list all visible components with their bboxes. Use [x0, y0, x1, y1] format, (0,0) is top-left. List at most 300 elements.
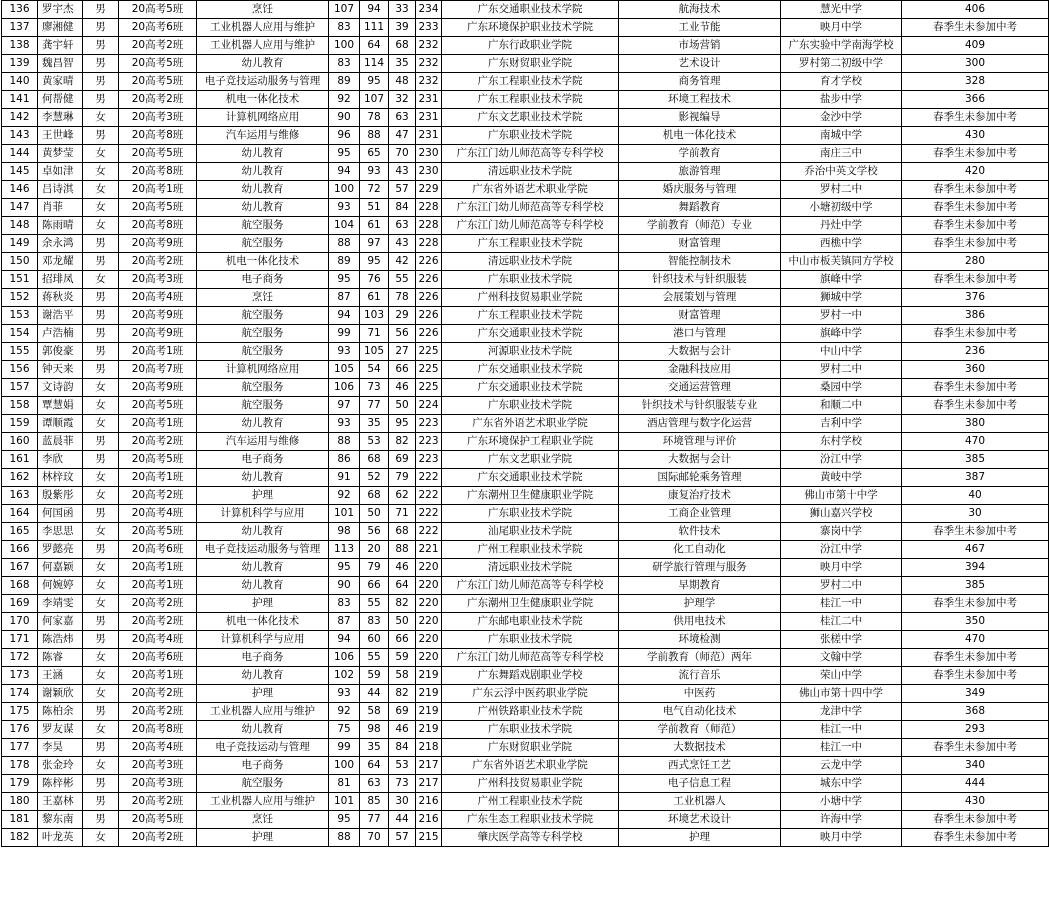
zhongkao-score-cell: 386 — [902, 307, 1049, 325]
score-2-cell: 53 — [360, 433, 389, 451]
gender-cell: 女 — [83, 523, 119, 541]
gender-cell: 男 — [83, 433, 119, 451]
score-1-cell: 92 — [329, 91, 360, 109]
major-cell: 电子商务 — [197, 757, 329, 775]
junior-high-school-cell: 丹灶中学 — [781, 217, 902, 235]
zhongkao-score-cell: 春季生未参加中考 — [902, 235, 1049, 253]
score-1-cell: 99 — [329, 739, 360, 757]
zhongkao-score-cell: 470 — [902, 631, 1049, 649]
table-row — [2, 523, 1049, 541]
class-cell: 20高考2班 — [119, 253, 197, 271]
score-1-cell: 96 — [329, 127, 360, 145]
table-row — [2, 145, 1049, 163]
student-name-cell: 李昊 — [38, 739, 83, 757]
score-1-cell: 81 — [329, 775, 360, 793]
score-2-cell: 79 — [360, 559, 389, 577]
junior-high-school-cell: 旗峰中学 — [781, 325, 902, 343]
table-body — [2, 1, 1049, 847]
student-name-cell: 邓龙耀 — [38, 253, 83, 271]
gender-cell: 女 — [83, 559, 119, 577]
admitted-program-cell: 工业机器人 — [619, 793, 781, 811]
table-row — [2, 271, 1049, 289]
zhongkao-score-cell: 300 — [902, 55, 1049, 73]
class-cell: 20高考2班 — [119, 685, 197, 703]
score-1-cell: 88 — [329, 829, 360, 847]
total-score-cell: 223 — [416, 451, 442, 469]
score-2-cell: 66 — [360, 577, 389, 595]
student-name-cell: 龚宇轩 — [38, 37, 83, 55]
junior-high-school-cell: 罗村一中 — [781, 307, 902, 325]
admitted-college-cell: 广东交通职业技术学院 — [442, 469, 619, 487]
admitted-program-cell: 港口与管理 — [619, 325, 781, 343]
score-3-cell: 29 — [389, 307, 416, 325]
score-2-cell: 60 — [360, 631, 389, 649]
student-name-cell: 罗友谋 — [38, 721, 83, 739]
class-cell: 20高考3班 — [119, 775, 197, 793]
total-score-cell: 226 — [416, 271, 442, 289]
score-3-cell: 68 — [389, 37, 416, 55]
row-number-cell: 140 — [2, 73, 38, 91]
major-cell: 机电一体化技术 — [197, 253, 329, 271]
score-2-cell: 105 — [360, 343, 389, 361]
admitted-college-cell: 广东邮电职业技术学院 — [442, 613, 619, 631]
major-cell: 烹饪 — [197, 1, 329, 19]
score-1-cell: 92 — [329, 487, 360, 505]
class-cell: 20高考6班 — [119, 19, 197, 37]
score-3-cell: 95 — [389, 415, 416, 433]
score-1-cell: 95 — [329, 811, 360, 829]
major-cell: 幼儿教育 — [197, 469, 329, 487]
student-name-cell: 殷紫彤 — [38, 487, 83, 505]
total-score-cell: 224 — [416, 397, 442, 415]
score-3-cell: 88 — [389, 541, 416, 559]
junior-high-school-cell: 狮城中学 — [781, 289, 902, 307]
zhongkao-score-cell: 春季生未参加中考 — [902, 649, 1049, 667]
class-cell: 20高考9班 — [119, 307, 197, 325]
score-2-cell: 94 — [360, 1, 389, 19]
student-name-cell: 王世峰 — [38, 127, 83, 145]
score-1-cell: 95 — [329, 271, 360, 289]
admitted-program-cell: 国际邮轮乘务管理 — [619, 469, 781, 487]
gender-cell: 女 — [83, 685, 119, 703]
admitted-program-cell: 环境艺术设计 — [619, 811, 781, 829]
class-cell: 20高考6班 — [119, 649, 197, 667]
student-name-cell: 文诗韵 — [38, 379, 83, 397]
score-1-cell: 86 — [329, 451, 360, 469]
junior-high-school-cell: 中山中学 — [781, 343, 902, 361]
row-number-cell: 149 — [2, 235, 38, 253]
score-3-cell: 44 — [389, 811, 416, 829]
gender-cell: 女 — [83, 163, 119, 181]
gender-cell: 男 — [83, 325, 119, 343]
admitted-program-cell: 会展策划与管理 — [619, 289, 781, 307]
junior-high-school-cell: 佛山市第十中学 — [781, 487, 902, 505]
score-1-cell: 105 — [329, 361, 360, 379]
total-score-cell: 220 — [416, 559, 442, 577]
class-cell: 20高考2班 — [119, 703, 197, 721]
row-number-cell: 141 — [2, 91, 38, 109]
admitted-college-cell: 广东舞蹈戏剧职业学校 — [442, 667, 619, 685]
major-cell: 航空服务 — [197, 235, 329, 253]
admitted-college-cell: 汕尾职业技术学院 — [442, 523, 619, 541]
admitted-program-cell: 护理学 — [619, 595, 781, 613]
major-cell: 航空服务 — [197, 775, 329, 793]
total-score-cell: 222 — [416, 487, 442, 505]
junior-high-school-cell: 龙津中学 — [781, 703, 902, 721]
gender-cell: 男 — [83, 73, 119, 91]
score-2-cell: 55 — [360, 649, 389, 667]
class-cell: 20高考2班 — [119, 487, 197, 505]
table-row — [2, 289, 1049, 307]
total-score-cell: 223 — [416, 433, 442, 451]
row-number-cell: 165 — [2, 523, 38, 541]
student-name-cell: 何国函 — [38, 505, 83, 523]
score-1-cell: 97 — [329, 397, 360, 415]
gender-cell: 男 — [83, 703, 119, 721]
major-cell: 工业机器人应用与维护 — [197, 703, 329, 721]
major-cell: 机电一体化技术 — [197, 613, 329, 631]
class-cell: 20高考4班 — [119, 739, 197, 757]
class-cell: 20高考1班 — [119, 343, 197, 361]
total-score-cell: 231 — [416, 127, 442, 145]
class-cell: 20高考1班 — [119, 559, 197, 577]
admitted-program-cell: 旅游管理 — [619, 163, 781, 181]
major-cell: 工业机器人应用与维护 — [197, 19, 329, 37]
gender-cell: 女 — [83, 487, 119, 505]
score-2-cell: 20 — [360, 541, 389, 559]
row-number-cell: 172 — [2, 649, 38, 667]
table-row — [2, 469, 1049, 487]
junior-high-school-cell: 西樵中学 — [781, 235, 902, 253]
junior-high-school-cell: 桂江一中 — [781, 595, 902, 613]
zhongkao-score-cell: 春季生未参加中考 — [902, 811, 1049, 829]
junior-high-school-cell: 云龙中学 — [781, 757, 902, 775]
score-2-cell: 52 — [360, 469, 389, 487]
row-number-cell: 154 — [2, 325, 38, 343]
gender-cell: 男 — [83, 127, 119, 145]
score-1-cell: 101 — [329, 505, 360, 523]
student-name-cell: 罗宇杰 — [38, 1, 83, 19]
zhongkao-score-cell: 380 — [902, 415, 1049, 433]
score-1-cell: 75 — [329, 721, 360, 739]
score-3-cell: 84 — [389, 739, 416, 757]
gender-cell: 男 — [83, 451, 119, 469]
admitted-program-cell: 西式烹饪工艺 — [619, 757, 781, 775]
table-row — [2, 433, 1049, 451]
table-row — [2, 37, 1049, 55]
class-cell: 20高考5班 — [119, 55, 197, 73]
gender-cell: 男 — [83, 289, 119, 307]
table-row — [2, 451, 1049, 469]
admitted-college-cell: 广东江门幼儿师范高等专科学校 — [442, 199, 619, 217]
admitted-college-cell: 广东文艺职业学院 — [442, 451, 619, 469]
score-3-cell: 53 — [389, 757, 416, 775]
student-name-cell: 廖湘健 — [38, 19, 83, 37]
class-cell: 20高考1班 — [119, 469, 197, 487]
table-row — [2, 199, 1049, 217]
admitted-program-cell: 影视编导 — [619, 109, 781, 127]
zhongkao-score-cell: 春季生未参加中考 — [902, 109, 1049, 127]
class-cell: 20高考4班 — [119, 631, 197, 649]
score-2-cell: 64 — [360, 757, 389, 775]
admitted-program-cell: 艺术设计 — [619, 55, 781, 73]
zhongkao-score-cell: 430 — [902, 793, 1049, 811]
admitted-program-cell: 大数据技术 — [619, 739, 781, 757]
zhongkao-score-cell: 368 — [902, 703, 1049, 721]
score-2-cell: 68 — [360, 487, 389, 505]
score-2-cell: 77 — [360, 811, 389, 829]
junior-high-school-cell: 罗村二中 — [781, 361, 902, 379]
student-name-cell: 卢浩楠 — [38, 325, 83, 343]
class-cell: 20高考1班 — [119, 667, 197, 685]
student-name-cell: 罗懿亮 — [38, 541, 83, 559]
junior-high-school-cell: 黄岐中学 — [781, 469, 902, 487]
score-2-cell: 64 — [360, 37, 389, 55]
score-1-cell: 88 — [329, 433, 360, 451]
admitted-college-cell: 广东江门幼儿师范高等专科学校 — [442, 217, 619, 235]
major-cell: 幼儿教育 — [197, 199, 329, 217]
admitted-program-cell: 护理 — [619, 829, 781, 847]
row-number-cell: 180 — [2, 793, 38, 811]
gender-cell: 女 — [83, 595, 119, 613]
junior-high-school-cell: 小塘初级中学 — [781, 199, 902, 217]
major-cell: 幼儿教育 — [197, 559, 329, 577]
major-cell: 烹饪 — [197, 289, 329, 307]
total-score-cell: 220 — [416, 649, 442, 667]
class-cell: 20高考6班 — [119, 541, 197, 559]
major-cell: 幼儿教育 — [197, 721, 329, 739]
row-number-cell: 144 — [2, 145, 38, 163]
score-3-cell: 66 — [389, 361, 416, 379]
class-cell: 20高考9班 — [119, 235, 197, 253]
admitted-college-cell: 广东生态工程职业技术学院 — [442, 811, 619, 829]
score-3-cell: 46 — [389, 379, 416, 397]
total-score-cell: 215 — [416, 829, 442, 847]
class-cell: 20高考8班 — [119, 217, 197, 235]
score-2-cell: 107 — [360, 91, 389, 109]
table-row — [2, 181, 1049, 199]
gender-cell: 男 — [83, 775, 119, 793]
admitted-college-cell: 清远职业技术学院 — [442, 163, 619, 181]
total-score-cell: 228 — [416, 235, 442, 253]
row-number-cell: 174 — [2, 685, 38, 703]
table-row — [2, 127, 1049, 145]
junior-high-school-cell: 城东中学 — [781, 775, 902, 793]
admitted-program-cell: 智能控制技术 — [619, 253, 781, 271]
class-cell: 20高考3班 — [119, 271, 197, 289]
admitted-program-cell: 电子信息工程 — [619, 775, 781, 793]
score-3-cell: 35 — [389, 55, 416, 73]
admitted-college-cell: 广东云浮中医药职业学院 — [442, 685, 619, 703]
score-2-cell: 35 — [360, 415, 389, 433]
admitted-program-cell: 学前教育（师范）专业 — [619, 217, 781, 235]
junior-high-school-cell: 佛山市第十四中学 — [781, 685, 902, 703]
table-row — [2, 91, 1049, 109]
zhongkao-score-cell: 467 — [902, 541, 1049, 559]
admitted-college-cell: 广东江门幼儿师范高等专科学校 — [442, 649, 619, 667]
gender-cell: 女 — [83, 181, 119, 199]
class-cell: 20高考4班 — [119, 289, 197, 307]
score-1-cell: 83 — [329, 55, 360, 73]
gender-cell: 女 — [83, 721, 119, 739]
major-cell: 电子商务 — [197, 451, 329, 469]
score-2-cell: 95 — [360, 73, 389, 91]
row-number-cell: 162 — [2, 469, 38, 487]
major-cell: 幼儿教育 — [197, 577, 329, 595]
junior-high-school-cell: 罗村二中 — [781, 181, 902, 199]
admitted-program-cell: 环境工程技术 — [619, 91, 781, 109]
class-cell: 20高考5班 — [119, 523, 197, 541]
major-cell: 电子商务 — [197, 649, 329, 667]
admitted-program-cell: 酒店管理与数字化运营 — [619, 415, 781, 433]
total-score-cell: 231 — [416, 109, 442, 127]
table-row — [2, 793, 1049, 811]
gender-cell: 女 — [83, 757, 119, 775]
score-3-cell: 63 — [389, 217, 416, 235]
row-number-cell: 167 — [2, 559, 38, 577]
table-row — [2, 505, 1049, 523]
student-name-cell: 陈梓彬 — [38, 775, 83, 793]
total-score-cell: 230 — [416, 145, 442, 163]
score-3-cell: 59 — [389, 649, 416, 667]
score-2-cell: 68 — [360, 451, 389, 469]
major-cell: 幼儿教育 — [197, 145, 329, 163]
total-score-cell: 225 — [416, 379, 442, 397]
score-1-cell: 100 — [329, 37, 360, 55]
table-row — [2, 217, 1049, 235]
zhongkao-score-cell: 春季生未参加中考 — [902, 595, 1049, 613]
junior-high-school-cell: 育才学校 — [781, 73, 902, 91]
gender-cell: 女 — [83, 109, 119, 127]
zhongkao-score-cell: 春季生未参加中考 — [902, 181, 1049, 199]
admitted-college-cell: 广东行政职业学院 — [442, 37, 619, 55]
class-cell: 20高考7班 — [119, 361, 197, 379]
table-row — [2, 307, 1049, 325]
score-3-cell: 70 — [389, 145, 416, 163]
score-1-cell: 88 — [329, 235, 360, 253]
zhongkao-score-cell: 40 — [902, 487, 1049, 505]
class-cell: 20高考2班 — [119, 433, 197, 451]
score-3-cell: 82 — [389, 595, 416, 613]
score-2-cell: 35 — [360, 739, 389, 757]
major-cell: 电子商务 — [197, 271, 329, 289]
score-3-cell: 55 — [389, 271, 416, 289]
admitted-program-cell: 研学旅行管理与服务 — [619, 559, 781, 577]
admitted-college-cell: 广州工程职业技术学院 — [442, 793, 619, 811]
zhongkao-score-cell: 春季生未参加中考 — [902, 397, 1049, 415]
student-name-cell: 谭顺霞 — [38, 415, 83, 433]
row-number-cell: 145 — [2, 163, 38, 181]
junior-high-school-cell: 中山市板芙镇同方学校 — [781, 253, 902, 271]
score-1-cell: 83 — [329, 19, 360, 37]
score-1-cell: 90 — [329, 577, 360, 595]
table-row — [2, 577, 1049, 595]
row-number-cell: 179 — [2, 775, 38, 793]
class-cell: 20高考5班 — [119, 1, 197, 19]
gender-cell: 女 — [83, 469, 119, 487]
junior-high-school-cell: 盐步中学 — [781, 91, 902, 109]
admitted-college-cell: 清远职业技术学院 — [442, 253, 619, 271]
zhongkao-score-cell: 春季生未参加中考 — [902, 739, 1049, 757]
score-1-cell: 93 — [329, 415, 360, 433]
total-score-cell: 217 — [416, 775, 442, 793]
zhongkao-score-cell: 385 — [902, 451, 1049, 469]
student-name-cell: 蒋秋炎 — [38, 289, 83, 307]
class-cell: 20高考9班 — [119, 379, 197, 397]
row-number-cell: 161 — [2, 451, 38, 469]
gender-cell: 男 — [83, 343, 119, 361]
gender-cell: 男 — [83, 739, 119, 757]
row-number-cell: 159 — [2, 415, 38, 433]
row-number-cell: 142 — [2, 109, 38, 127]
total-score-cell: 232 — [416, 73, 442, 91]
class-cell: 20高考8班 — [119, 163, 197, 181]
major-cell: 电子竞技运动服务与管理 — [197, 541, 329, 559]
gender-cell: 男 — [83, 811, 119, 829]
gender-cell: 女 — [83, 145, 119, 163]
row-number-cell: 181 — [2, 811, 38, 829]
class-cell: 20高考5班 — [119, 73, 197, 91]
zhongkao-score-cell: 409 — [902, 37, 1049, 55]
zhongkao-score-cell: 春季生未参加中考 — [902, 271, 1049, 289]
zhongkao-score-cell: 春季生未参加中考 — [902, 217, 1049, 235]
student-name-cell: 黄梦莹 — [38, 145, 83, 163]
gender-cell: 男 — [83, 361, 119, 379]
row-number-cell: 152 — [2, 289, 38, 307]
student-name-cell: 余永鸿 — [38, 235, 83, 253]
admitted-college-cell: 广东省外语艺术职业学院 — [442, 757, 619, 775]
class-cell: 20高考2班 — [119, 829, 197, 847]
major-cell: 计算机网络应用 — [197, 361, 329, 379]
student-name-cell: 谢浩平 — [38, 307, 83, 325]
zhongkao-score-cell: 444 — [902, 775, 1049, 793]
total-score-cell: 222 — [416, 469, 442, 487]
junior-high-school-cell: 小塘中学 — [781, 793, 902, 811]
score-2-cell: 70 — [360, 829, 389, 847]
total-score-cell: 230 — [416, 163, 442, 181]
student-name-cell: 王涵 — [38, 667, 83, 685]
score-1-cell: 107 — [329, 1, 360, 19]
admitted-program-cell: 学前教育（师范）两年 — [619, 649, 781, 667]
total-score-cell: 222 — [416, 505, 442, 523]
major-cell: 航空服务 — [197, 343, 329, 361]
total-score-cell: 219 — [416, 703, 442, 721]
score-3-cell: 79 — [389, 469, 416, 487]
row-number-cell: 151 — [2, 271, 38, 289]
student-name-cell: 陈柏余 — [38, 703, 83, 721]
zhongkao-score-cell: 春季生未参加中考 — [902, 145, 1049, 163]
zhongkao-score-cell: 387 — [902, 469, 1049, 487]
class-cell: 20高考1班 — [119, 181, 197, 199]
admitted-college-cell: 广东省外语艺术职业学院 — [442, 181, 619, 199]
row-number-cell: 153 — [2, 307, 38, 325]
admitted-college-cell: 广东工程职业技术学院 — [442, 73, 619, 91]
class-cell: 20高考4班 — [119, 505, 197, 523]
score-3-cell: 43 — [389, 163, 416, 181]
junior-high-school-cell: 映月中学 — [781, 19, 902, 37]
score-2-cell: 103 — [360, 307, 389, 325]
zhongkao-score-cell: 春季生未参加中考 — [902, 667, 1049, 685]
row-number-cell: 137 — [2, 19, 38, 37]
score-3-cell: 57 — [389, 829, 416, 847]
total-score-cell: 216 — [416, 793, 442, 811]
zhongkao-score-cell: 470 — [902, 433, 1049, 451]
major-cell: 工业机器人应用与维护 — [197, 793, 329, 811]
admitted-college-cell: 广东潮州卫生健康职业学院 — [442, 595, 619, 613]
admitted-college-cell: 广东交通职业技术学院 — [442, 325, 619, 343]
total-score-cell: 216 — [416, 811, 442, 829]
gender-cell: 女 — [83, 379, 119, 397]
